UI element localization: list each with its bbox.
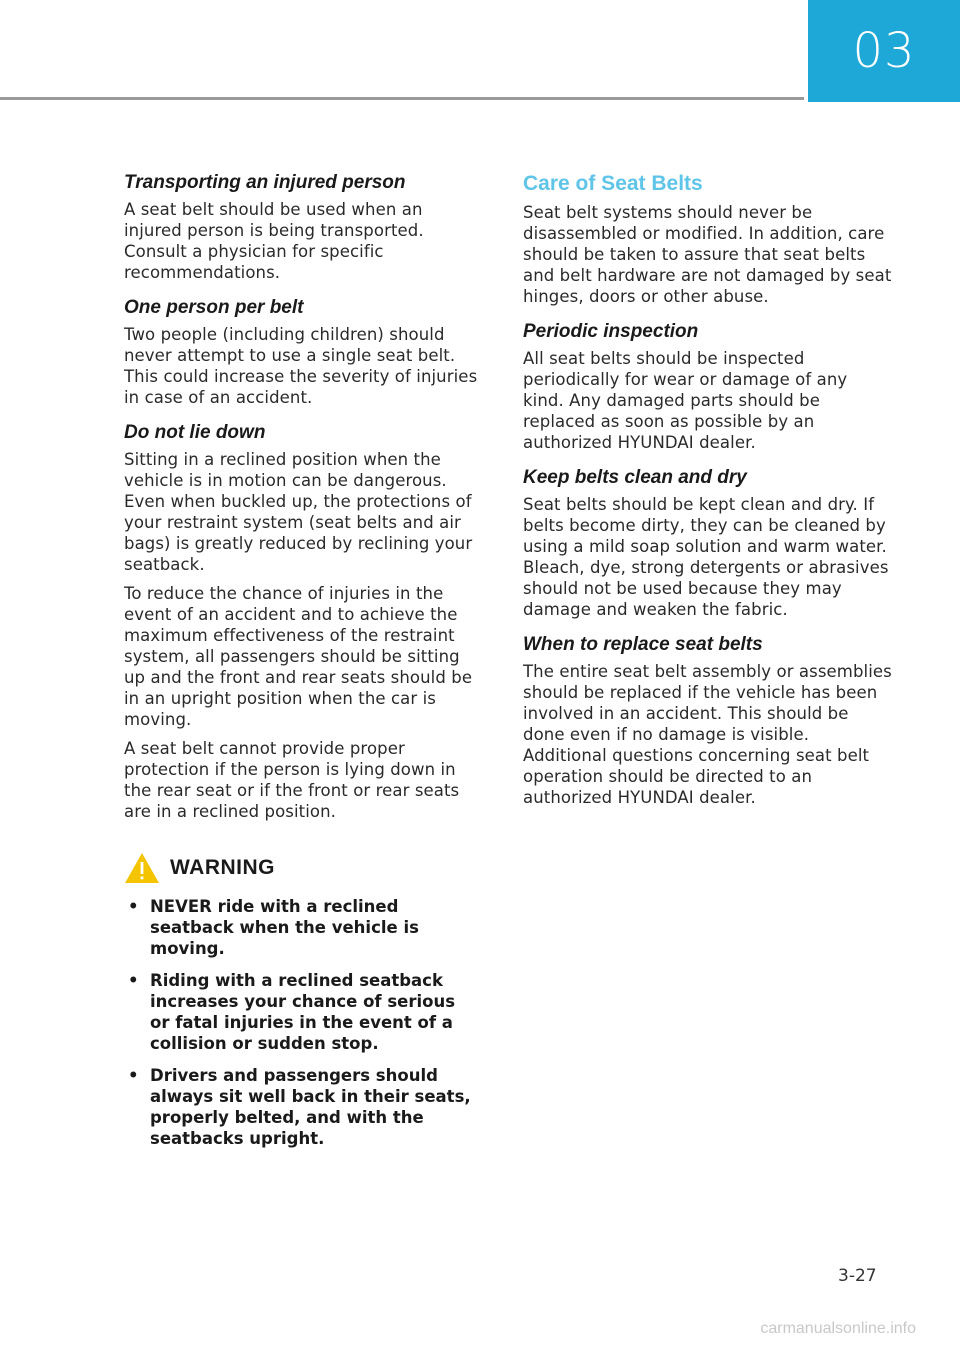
warning-item-text: NEVER ride with a reclined seatback when the vehicle is moving. — [150, 897, 419, 958]
section-care-intro — [523, 202, 893, 307]
warning-item — [124, 970, 480, 1054]
section-heading: Do not lie down — [124, 422, 266, 443]
header-rule — [0, 97, 804, 100]
section-injured-person — [124, 172, 480, 283]
section-paragraph: Seat belts should be kept clean and dry. If belts become dirty, they can be cleaned by using a mild soap solution and warm water. Bleach, dye, strong detergents or abrasives should not be used because they may damage and weaken the fabric. — [523, 495, 889, 619]
right-column — [523, 172, 893, 822]
section-paragraph: All seat belts should be inspected periodically for wear or damage of any kind. Any damaged parts should be replaced as soon as possible by an authorized HYUNDAI dealer. — [523, 349, 848, 452]
warning-item-text: Drivers and passengers should always sit well back in their seats, properly belted, and with the seatbacks upright. — [150, 1066, 471, 1148]
warning-triangle-icon — [124, 852, 160, 884]
warning-box — [124, 852, 480, 1149]
warning-list — [124, 896, 480, 1149]
bullet-icon: • — [128, 1066, 139, 1085]
section-periodic-inspection — [523, 321, 893, 453]
warning-title: WARNING — [170, 856, 275, 879]
warning-header — [124, 852, 480, 884]
section-when-to-replace — [523, 634, 893, 808]
warning-item — [124, 896, 480, 959]
section-paragraph: To reduce the chance of injuries in the event of an accident and to achieve the maximum effectiveness of the restraint system, all passengers should be sitting up and the front and rear seats should be in an upright position when the car is moving. — [124, 584, 473, 729]
warning-item-text: Riding with a reclined seatback increases your chance of serious or fatal injuries in the event of a collision or sudden stop. — [150, 971, 456, 1053]
section-paragraph: A seat belt should be used when an injured person is being transported. Consult a physician for specific recommendations. — [124, 200, 424, 282]
section-paragraph: Two people (including children) should never attempt to use a single seat belt. This could increase the severity of injuries in case of an accident. — [124, 325, 478, 407]
section-paragraph: A seat belt cannot provide proper protection if the person is lying down in the rear seat or if the front or rear seats are in a reclined position. — [124, 739, 460, 821]
section-heading: One person per belt — [124, 297, 304, 318]
section-do-not-lie-down — [124, 422, 480, 822]
warning-item — [124, 1065, 480, 1149]
section-paragraph: Sitting in a reclined position when the vehicle is in motion can be dangerous. Even when buckled up, the protections of your restraint system (seat belts and air bags) is greatly reduced by reclining your seatback. — [124, 450, 473, 574]
section-one-person-per-belt — [124, 297, 480, 408]
bullet-icon: • — [128, 971, 139, 990]
section-keep-belts-clean — [523, 467, 893, 620]
section-heading: When to replace seat belts — [523, 634, 763, 655]
watermark: carmanualsonline.info — [760, 1320, 916, 1337]
bullet-icon: • — [128, 897, 139, 916]
left-column — [124, 172, 480, 1160]
section-heading: Transporting an injured person — [124, 172, 406, 193]
section-paragraph: The entire seat belt assembly or assemblies should be replaced if the vehicle has been involved in an accident. This should be done even if no damage is visible. Additional questions concerning seat belt operation should be directed to an authorized HYUNDAI dealer. — [523, 662, 892, 807]
section-heading: Periodic inspection — [523, 321, 699, 342]
section-title: Care of Seat Belts — [523, 172, 703, 195]
page-number: 3-27 — [838, 1266, 877, 1286]
section-heading: Keep belts clean and dry — [523, 467, 747, 488]
chapter-tab: 03 — [808, 0, 960, 102]
section-paragraph: Seat belt systems should never be disassembled or modified. In addition, care should be taken to assure that seat belts and belt hardware are not damaged by seat hinges, doors or other abuse. — [523, 203, 892, 306]
